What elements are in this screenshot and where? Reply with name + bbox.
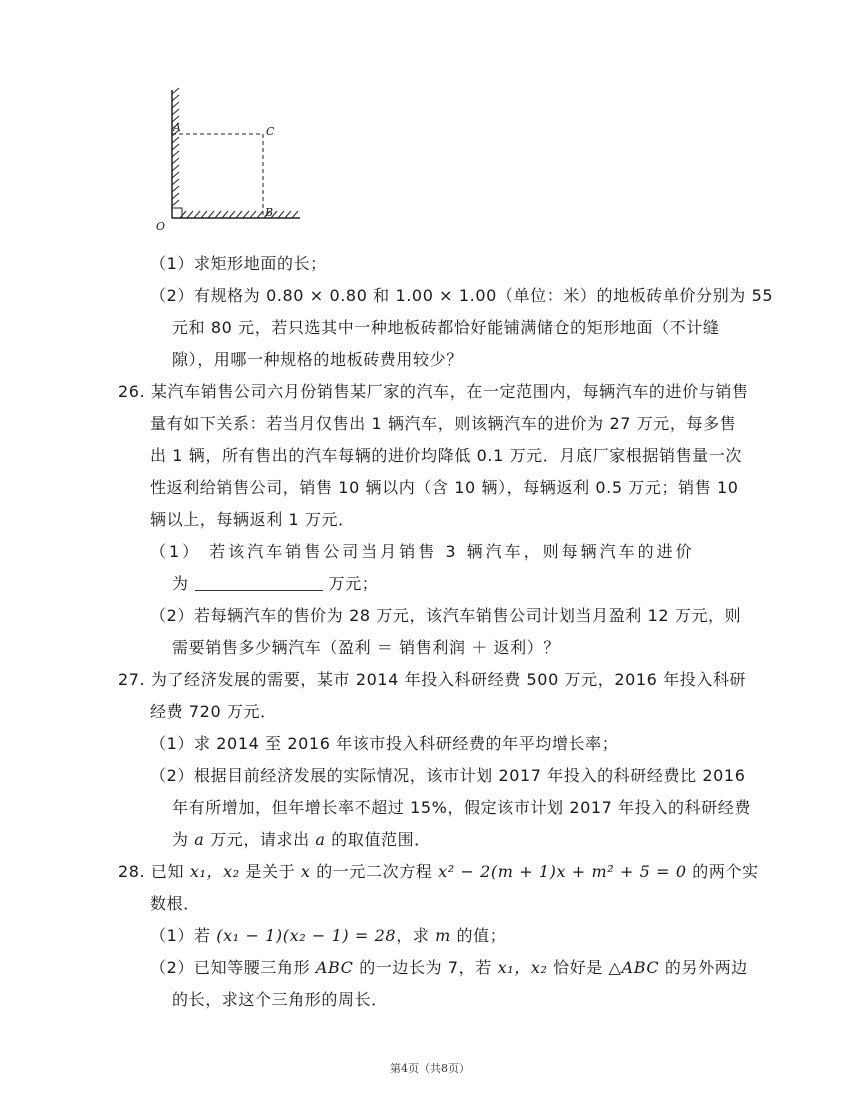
- q27-line2: 经费 720 万元．: [150, 702, 277, 721]
- rectangle-figure: [150, 82, 320, 242]
- q28-part2-line2: 的长，求这个三角形的周长．: [172, 990, 388, 1009]
- label-a: A: [173, 121, 181, 134]
- var-a: a: [315, 830, 326, 849]
- label-c: C: [266, 125, 275, 138]
- condition-equation: (x₁ − 1)(x₂ − 1) = 28: [216, 926, 397, 945]
- text-segment: （2）已知等腰三角形: [150, 958, 316, 977]
- label-b: B: [265, 206, 274, 219]
- q26-part2-line1: （2）若每辆汽车的售价为 28 万元，该汽车销售公司计划当月盈利 12 万元，则: [150, 606, 742, 625]
- q27-part2-line1: （2）根据目前经济发展的实际情况，该市计划 2017 年投入的科研经费比 2016: [150, 766, 746, 785]
- q26-line1: 26. 某汽车销售公司六月份销售某厂家的汽车，在一定范围内，每辆汽车的进价与销售: [118, 382, 749, 401]
- text-segment: 的一元二次方程: [310, 862, 439, 881]
- page-footer: 第4页（共8页）: [390, 1062, 470, 1075]
- text-segment: 的两个实: [686, 862, 759, 881]
- q28-line2: 数根．: [150, 894, 200, 913]
- q28-line1: [0, 862, 860, 882]
- q26-part2-line2: 需要销售多少辆汽车（盈利 ＝ 销售利润 ＋ 返利）？: [172, 638, 560, 657]
- q27-part2-line3: [0, 830, 860, 850]
- triangle-name: ABC: [315, 958, 354, 977]
- q25-part2-line2: 元和 80 元，若只选其中一种地板砖都恰好能铺满储仓的矩形地面（不计缝: [172, 318, 720, 337]
- q27-part2-line2: 年有所增加，但年增长率不超过 15%，假定该市计划 2017 年投入的科研经费: [172, 798, 751, 817]
- text-segment: 万元，请求出: [204, 830, 316, 849]
- wall-hatching-horizontal: [180, 211, 298, 218]
- q26-part1-pre: 为: [172, 574, 189, 593]
- quadratic-equation: x² − 2(m + 1)x + m² + 5 = 0: [438, 862, 687, 881]
- var-m: m: [435, 926, 451, 945]
- q26-part1-post: 万元；: [328, 574, 379, 593]
- var-a: a: [194, 830, 205, 849]
- text-segment: ，求: [396, 926, 436, 945]
- var-x: x: [300, 862, 311, 881]
- q26-part1-line2: [0, 574, 860, 594]
- q27-part1: （1）求 2014 至 2016 年该市投入科研经费的年平均增长率；: [150, 734, 619, 753]
- q26-line4: 性返利给销售公司，销售 10 辆以内（含 10 辆），每辆返利 0.5 万元；销售 10: [150, 478, 739, 497]
- q26-part1-line1: （1） 若该汽车销售公司当月销售 3 辆汽车，则每辆汽车的进价: [150, 542, 695, 561]
- q27-line1: 27. 为了经济发展的需要，某市 2014 年投入科研经费 500 万元，2016 年投入科研: [118, 670, 747, 689]
- wall-hatching-vertical: [172, 88, 179, 206]
- text-segment: （1）若: [150, 926, 217, 945]
- q26-line5: 辆以上，每辆返利 1 万元．: [150, 510, 355, 529]
- roots-x1-x2: x₁，x₂: [497, 958, 548, 977]
- text-segment: 是关于: [239, 862, 301, 881]
- right-angle-marker: [172, 208, 182, 218]
- roots-x1-x2: x₁，x₂: [189, 862, 240, 881]
- text-segment: 的值；: [450, 926, 507, 945]
- q26-line2: 量有如下关系：若当月仅售出 1 辆汽车，则该辆汽车的进价为 27 万元，每多售: [150, 414, 737, 433]
- text-segment: 28. 已知: [118, 862, 190, 881]
- text-segment: 的另外两边: [659, 958, 748, 977]
- q26-line3: 出 1 辆，所有售出的汽车每辆的进价均降低 0.1 万元．月底厂家根据销售量一次: [150, 446, 742, 465]
- q25-part1: （1）求矩形地面的长；: [150, 254, 327, 273]
- triangle-symbol: △ABC: [608, 958, 660, 977]
- q25-part2-line1: （2）有规格为 0.80 × 0.80 和 1.00 × 1.00（单位：米）的地板砖单价分别为 55: [150, 286, 774, 305]
- answer-blank[interactable]: [195, 574, 323, 591]
- q28-part2-line1: [0, 958, 860, 978]
- q28-part1: [0, 926, 860, 946]
- q25-part2-line3: 隙），用哪一种规格的地板砖费用较少？: [172, 350, 463, 369]
- text-segment: 的取值范围．: [325, 830, 431, 849]
- text-segment: 的一边长为 7，若: [353, 958, 498, 977]
- text-segment: 恰好是: [547, 958, 609, 977]
- label-o: O: [156, 220, 166, 233]
- text-segment: 为: [172, 830, 195, 849]
